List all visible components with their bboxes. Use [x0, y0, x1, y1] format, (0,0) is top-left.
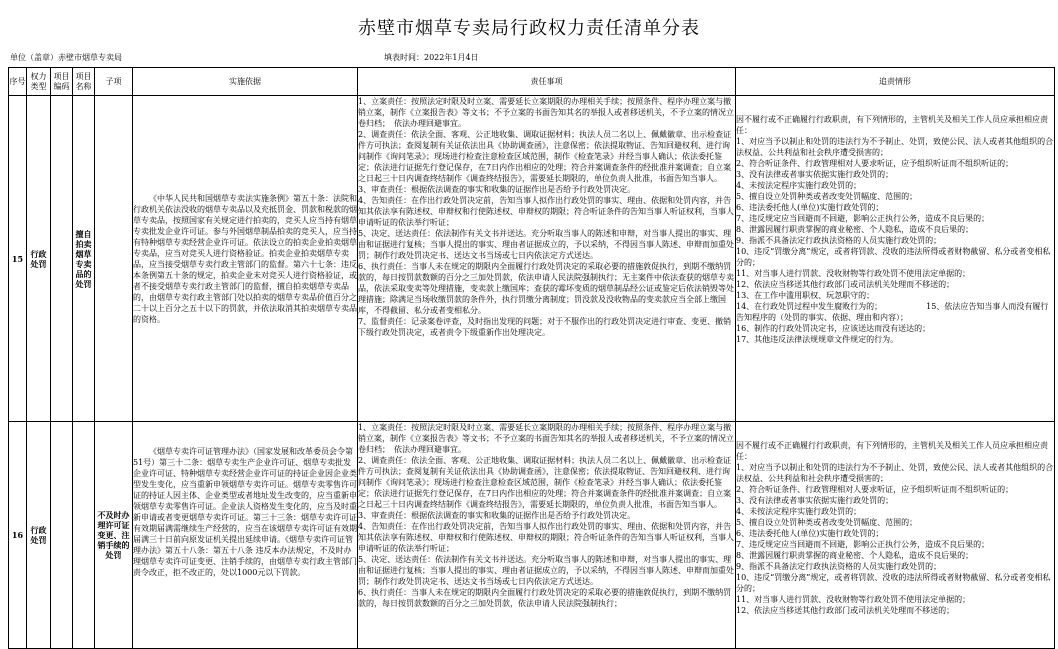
responsibility-item: 1、立案责任：按照法定时限及时立案、需要延长立案期限的办理相关手续；按照条件、程序办理立案与撤销立案，制作《立案报告表》等文书；不予立案的书面告知其名的举报人或者移送机关，不予立案的情况立卷归档； 依法办理回避事宜。 [358, 97, 734, 128]
responsibility-item: 3、审查责任：根据依法调查的事实和收集的证据作出是否给予行政处罚决定。 [358, 185, 636, 194]
accountability-item: 8、泄露因履行职责掌握的商业秘密、个人隐私，造成不良后果的； [736, 225, 974, 234]
responsibility-item: 5、决定、送达责任：依法制作有关文书并送达。充分听取当事人的陈述和申辩，对当事人提出的事实、理由和证据进行复核；当事人提出的事实、理由者证据成立的，予以采纳，不得因当事人陈述、申辩而加重处罚；制作行政处罚决定书、送达文书当场或七日内依法定方式送达。 [358, 229, 734, 260]
accountability-item: 10、违反“罚缴分离”规定，或者将罚款、没收的违法所得或者财物截留、私分或者变相私分的； [736, 247, 1051, 267]
accountability-item: 2、符合听证条件、行政管理相对人要求听证，应予组织听证而不组织听证的； [736, 485, 1014, 494]
row-power-type: 行政处罚 [27, 422, 51, 649]
header-item-code: 项目编码 [51, 68, 73, 96]
accountability-item: 13、在工作中滥用职权、玩忽职守的； [736, 291, 875, 300]
accountability-item: 17、其他违反法律法规规章文件规定的行为。 [736, 335, 899, 344]
responsibility-item: 2、调查责任：依法全面、客观、公正地收集、调取证据材料；执法人员二名以上、佩戴徽章、出示检查证件方可执法；查阅复制有关证依法出具《协助调查函》，注意保密；依法提取物证、告知回避权利、进行询问制作《询问笔录》；现场进行检查注意检查区域范围，制作《检查笔录》并经当事人确认；依法委托鉴定；依法进行证据先行登记保存，在7日内作出相应的处理；符合并案调查条件的经批准并案调查；自立案之日起三十日内调查终结制作《调查终结报告》，需要延长期限的，单位负责人批准，书面告知当事人。 [358, 130, 732, 183]
header-accountability: 追责情形 [736, 68, 1055, 96]
row-basis [133, 96, 358, 422]
accountability-item: 6、违法委托他人(单位)实施行政处罚的； [736, 529, 884, 538]
accountability-item: 9、指派不具备法定行政执法资格的人员实施行政处罚的； [736, 236, 942, 245]
accountability-item: 5、擅自设立处罚种类或者改变处罚幅度、范围的； [736, 192, 918, 201]
accountability-item: 4、未按法定程序实施行政处罚的； [736, 507, 862, 516]
responsibility-item: 2、调查责任：依法全面、客观、公正地收集、调取证据材料；执法人员二名以上、佩戴徽章、出示检查证件方可执法；查阅复制有关证依法出具《协助调查函》，注意保密；依法提取物证、告知回避权利、进行询问制作《询问笔录》；现场进行检查注意检查区域范围，制作《检查笔录》并经当事人确认；依法委托鉴定；依法进行证据先行登记保存，在7日内作出相应的处理；符合并案调查条件的经批准并案调查；自立案之日起三十日内调查终结制作《调查终结报告》，需要延长期限的，单位负责人批准，书面告知当事人。 [358, 456, 732, 509]
row-sub-item [95, 96, 133, 422]
header-seq: 序号 [9, 68, 27, 96]
table-row [9, 96, 1055, 422]
header-row [9, 68, 1055, 96]
responsibility-item: 5、决定、送达责任：依法制作有关文书并送达。充分听取当事人的陈述和申辩，对当事人提出的事实、理由和证据进行复核；当事人提出的事实、理由者证据成立的，予以采纳，不得因当事人陈述、申辩而加重处罚；制作行政处罚决定书、送达文书当场或七日内依法定方式送达。 [358, 555, 734, 586]
header-power-type: 权力类型 [27, 68, 51, 96]
accountability-item: 2、符合听证条件、行政管理相对人要求听证，应予组织听证而不组织听证的； [736, 159, 1014, 168]
row-basis [133, 422, 358, 649]
row-item-code [51, 422, 73, 649]
responsibility-item: 4、告知责任：在作出行政处罚决定前，告知当事人拟作出行政处罚的事实、理由、依据和处罚内容，并告知其依法享有陈述权、申辩权和行使陈述权、申辩权的期限；符合听证条件的告知当事人听证权利，当事人申请听证的依法举行听证； [358, 522, 734, 553]
row-accountability [736, 96, 1055, 422]
accountability-item: 12、依法应当移送其他行政部门或司法机关处理而不移送的； [736, 280, 955, 289]
responsibility-item: 6、执行责任：当事人未在规定的期限内全面履行行政处罚决定的采取必要的措施敦促执行，到期不缴纳罚款的，每日按罚款数额的百分之三加处罚款，依法申请人民法院强制执行； [358, 588, 732, 608]
accountability-item: 7、违反规定应当回避而不回避，影响公正执行公务，造成不良后果的； [736, 214, 990, 223]
accountability-item: 11、对当事人进行罚款、没收财物等行政处罚不使用法定单据的； [736, 595, 971, 604]
header-item-name: 项目名称 [73, 68, 95, 96]
header-responsibility: 责任事项 [358, 68, 736, 96]
header-basis: 实施依据 [133, 68, 358, 96]
row-item-name [73, 422, 95, 649]
document-title: 赤壁市烟草专卖局行政权力责任清单分表 [358, 18, 700, 39]
row-power-type: 行政处罚 [27, 96, 51, 422]
row-item-name: 擅自拍卖烟草专卖品的处罚 [73, 96, 95, 422]
basis-text: 《烟草专卖许可证管理办法》（国家发展和改革委员会令第51号）第三十二条：烟草专卖生产企业许可证、烟草专卖批发企业许可证、特种烟草专卖经营企业许可证的持证企业因企业类型发生变化，应当重新申领烟草专卖许可证。烟草专卖零售许可证的持证人因主体、企业类型或者地址发生改变的，应当重新申领烟草专卖零售许可证。企业法人资格发生变化的，应当及时重新申请或者变更烟草专卖许可证。第三十三条：烟草专卖许可证有效期届满需继续生产经营的，应当在该烟草专卖许可证有效期届满三十日前向原发证机关提出延续申请。《烟草专卖许可证管理办法》第五十八条：第五十八条 违反本办法规定，不及时办理烟草专卖许可证变更、注销手续的，由烟草专卖行政主管部门责令改正，拒不改正的，处以1000元以下罚款。 [133, 447, 357, 577]
responsibility-table [8, 67, 1055, 649]
row-responsibility [358, 96, 736, 422]
accountability-item: 1、对应当予以制止和处罚的违法行为不予制止、处罚，致使公民、法人或者其他组织的合法权益、公共利益和社会秩序遭受损害的； [736, 463, 1054, 483]
row-sub-item: 不及时办理许可证变更、注销手续的处罚 [95, 422, 133, 649]
accountability-item: 4、未按法定程序实施行政处罚的； [736, 181, 862, 190]
row-seq: 15 [9, 96, 27, 422]
unit-label: 单位（盖章）赤壁市烟草专卖局 [10, 53, 122, 62]
responsibility-item: 4、告知责任：在作出行政处罚决定前，告知当事人拟作出行政处罚的事实、理由、依据和处罚内容，并告知其依法享有陈述权、申辩权和行使陈述权、申辩权的期限；符合听证条件的告知当事人听证权利，当事人申请听证的依法举行听证； [358, 196, 734, 227]
fill-time-label: 填表时间：2022年1月4日 [384, 53, 479, 62]
table-row [9, 422, 1055, 649]
responsibility-item: 6、执行责任：当事人未在规定的期限内全面履行行政处罚决定的采取必要的措施敦促执行，到期不缴纳罚款的，每日按罚款数额的百分之三加处罚款，依法申请人民法院强制执行；无主案件中依法查获的烟草专卖品，依法采取变卖等处理措施，变卖款上缴国库；查获的霉坏变质的烟草制品经公证或鉴定后依法销毁等处理措施；除满足当场收缴罚款的条件外，执行罚缴分离制度；罚没款及没收物品的变卖款应当全部上缴国库，不得截留、私分或者变相私分。 [358, 262, 734, 315]
accountability-item: 因不履行或不正确履行行政职责，有下列情形的，主管机关及相关工作人员应承担相应责任： [736, 115, 1048, 135]
row-seq: 16 [9, 422, 27, 649]
accountability-item: 5、擅自设立处罚种类或者改变处罚幅度、范围的； [736, 518, 918, 527]
accountability-item: 因不履行或不正确履行行政职责，有下列情形的，主管机关及相关工作人员应承担相应责任： [736, 441, 1048, 461]
accountability-item: 10、违反“罚缴分离”规定，或者将罚款、没收的违法所得或者财物截留、私分或者变相私分的； [736, 573, 1051, 593]
accountability-item: 14、在行政处罚过程中发生腐败行为的； 15、依法应告知当事人而没有履行告知程序的（处罚的事实、依据、理由和内容）； [736, 302, 1049, 322]
accountability-item: 9、指派不具备法定行政执法资格的人员实施行政处罚的； [736, 562, 942, 571]
accountability-item: 11、对当事人进行罚款、没收财物等行政处罚不使用法定单据的； [736, 269, 971, 278]
accountability-item: 6、违法委托他人(单位)实施行政处罚的； [736, 203, 884, 212]
accountability-item: 1、对应当予以制止和处罚的违法行为不予制止、处罚，致使公民、法人或者其他组织的合法权益、公共利益和社会秩序遭受损害的； [736, 137, 1054, 157]
accountability-item: 3、没有法律或者事实依据实施行政处罚的； [736, 496, 894, 505]
responsibility-item: 3、审查责任：根据依法调查的事实和收集的证据作出是否给予行政处罚决定。 [358, 511, 636, 520]
accountability-item: 12、依法应当移送其他行政部门或司法机关处理而不移送的； [736, 606, 955, 615]
row-item-code [51, 96, 73, 422]
responsibility-item: 1、立案责任：按照法定时限及时立案、需要延长立案期限的办理相关手续；按照条件、程序办理立案与撤销立案，制作《立案报告表》等文书；不予立案的书面告知其名的举报人或者移送机关，不予立案的情况立卷归档； 依法办理回避事宜。 [358, 423, 734, 454]
row-accountability [736, 422, 1055, 649]
accountability-item: 8、泄露因履行职责掌握的商业秘密、个人隐私，造成不良后果的； [736, 551, 974, 560]
accountability-item: 3、没有法律或者事实依据实施行政处罚的； [736, 170, 894, 179]
basis-text: 《中华人民共和国烟草专卖法实施条例》第五十条：法院和行政机关依法没收的烟草专卖品以及充抵罚金、罚款和税款的烟草专卖品，按照国家有关规定进行拍卖的，竞买人应当持有烟草专卖批发企业许可证。参与外国烟草制品拍卖的竞买人，应当持有特种烟草专卖经营企业许可证。依法设立的拍卖企业拍卖烟草专卖品，应当对竞买人进行资格验证。拍卖企业拍卖烟草专卖品，应当接受烟草专卖行政主管部门的监督。第六十七条：违反本条例第五十条的规定，拍卖企业未对竞买人进行资格验证，或者不接受烟草专卖行政主管部门的监督，擅自拍卖烟草专卖品的，由烟草专卖行政主管部门处以拍卖的烟草专卖品价值百分之二十以上百分之五十以下的罚款，并依法取消其拍卖烟草专卖品的资格。 [133, 193, 357, 324]
responsibility-item: 7、监督责任：记录案卷评查，及时指出发现的问题；对于不服作出的行政处罚决定进行审查、变更、撤销下级行政处罚决定，或者责令下级重新作出处理决定。 [358, 317, 732, 337]
accountability-item: 7、违反规定应当回避而不回避，影响公正执行公务，造成不良后果的； [736, 540, 990, 549]
header-sub-item: 子项 [95, 68, 133, 96]
accountability-item: 16、制作的行政处罚决定书，应该送达而没有送达的； [736, 324, 931, 333]
row-responsibility [358, 422, 736, 649]
